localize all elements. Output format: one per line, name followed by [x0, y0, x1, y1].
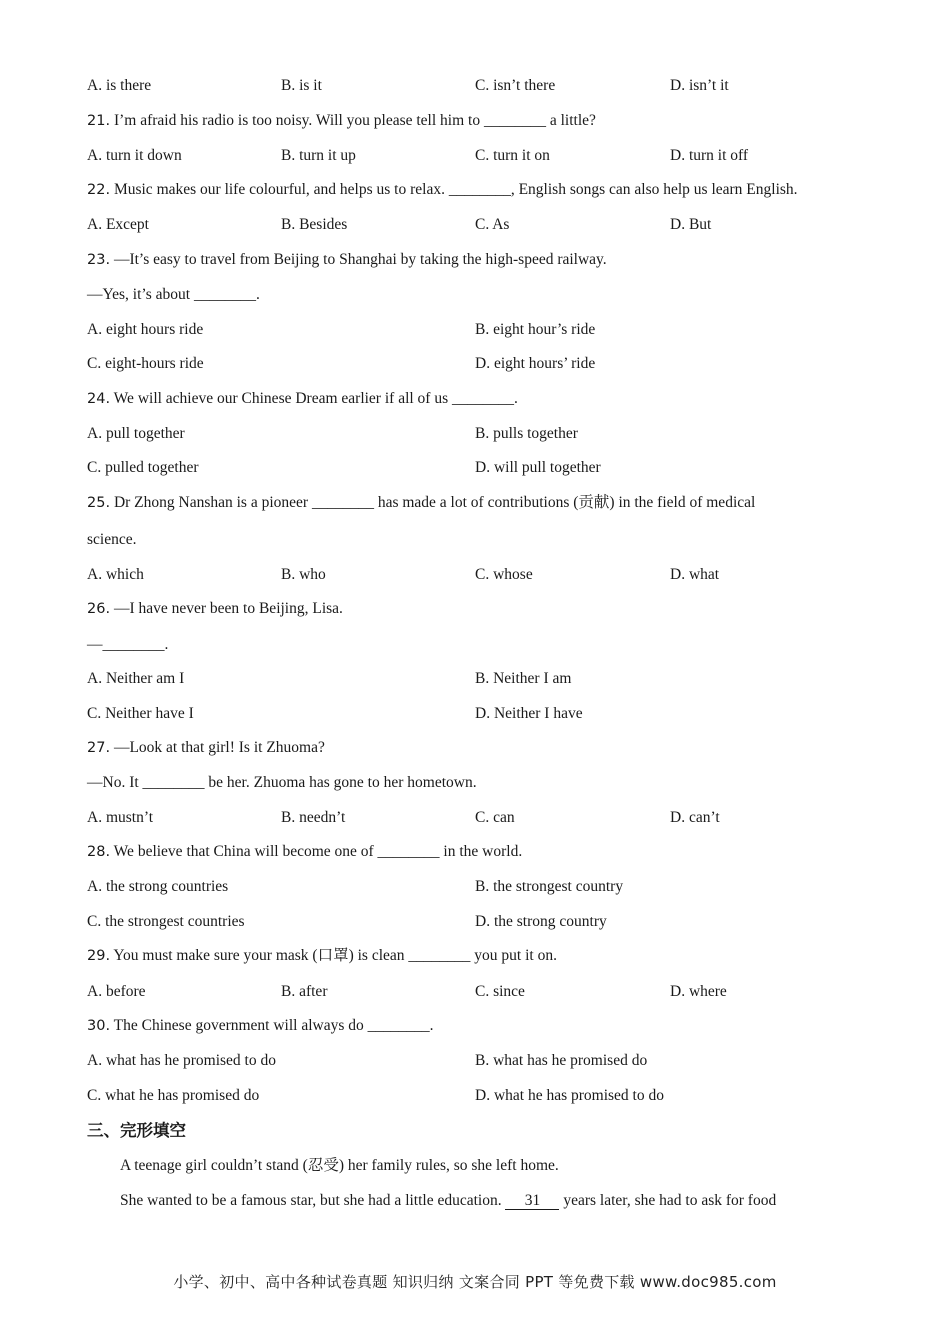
q25-option-b: B. who	[281, 566, 326, 583]
passage-paragraph-1: A teenage girl couldn’t stand (忍受) her family rules, so she left home.	[120, 1157, 559, 1174]
q23-option-a: A. eight hours ride	[87, 321, 204, 338]
question-25-stem-cont: science.	[87, 531, 137, 548]
q24-option-a: A. pull together	[87, 425, 185, 442]
blank-31: 31	[505, 1193, 559, 1210]
question-25-stem	[87, 493, 755, 513]
question-number: 26.	[87, 601, 111, 617]
q25-option-a: A. which	[87, 566, 144, 583]
question-27-reply: —No. It ________ be her. Zhuoma has gone to her hometown.	[87, 774, 477, 791]
q29-option-d: D. where	[670, 983, 727, 1000]
q27-option-c: C. can	[475, 809, 515, 826]
q21-option-a: A. turn it down	[87, 147, 182, 164]
question-26-stem	[87, 599, 343, 619]
question-text: We will achieve our Chinese Dream earlier if all of us ________.	[113, 390, 518, 407]
question-29-stem	[87, 946, 557, 966]
q29-option-a: A. before	[87, 983, 146, 1000]
q22-option-d: D. But	[670, 216, 712, 233]
q28-option-c: C. the strongest countries	[87, 913, 245, 930]
question-text: —It’s easy to travel from Beijing to Shanghai by taking the high-speed railway.	[113, 251, 607, 268]
question-text: Music makes our life colourful, and helps us to relax. ________, English songs can also help us learn English.	[113, 181, 798, 198]
question-number: 27.	[87, 740, 111, 756]
question-number: 24.	[87, 391, 111, 407]
q24-option-b: B. pulls together	[475, 425, 578, 442]
q30-option-b: B. what has he promised do	[475, 1052, 648, 1069]
question-text: The Chinese government will always do ________.	[113, 1017, 434, 1034]
q24-option-d: D. will pull together	[475, 459, 601, 476]
question-text: I’m afraid his radio is too noisy. Will you please tell him to ________ a little?	[113, 112, 596, 129]
q20-option-b: B. is it	[281, 77, 322, 94]
q30-option-a: A. what has he promised to do	[87, 1052, 276, 1069]
q21-option-d: D. turn it off	[670, 147, 749, 164]
question-23-reply: —Yes, it’s about ________.	[87, 286, 260, 303]
question-text: You must make sure your mask (口罩) is clean ________ you put it on.	[113, 947, 557, 964]
question-28-stem	[87, 842, 522, 862]
question-23-stem	[87, 250, 607, 270]
question-30-stem	[87, 1016, 434, 1036]
question-number: 28.	[87, 844, 111, 860]
question-27-stem	[87, 738, 325, 758]
q27-option-b: B. needn’t	[281, 809, 346, 826]
q22-option-a: A. Except	[87, 216, 149, 233]
question-text: —Look at that girl! Is it Zhuoma?	[113, 739, 325, 756]
q29-option-c: C. since	[475, 983, 525, 1000]
q21-option-c: C. turn it on	[475, 147, 550, 164]
q23-option-d: D. eight hours’ ride	[475, 355, 596, 372]
q20-option-d: D. isn’t it	[670, 77, 729, 94]
question-number: 29.	[87, 948, 111, 964]
question-text: We believe that China will become one of ________ in the world.	[113, 843, 523, 860]
q25-option-d: D. what	[670, 566, 720, 583]
passage-paragraph-2	[120, 1191, 776, 1211]
q29-option-b: B. after	[281, 983, 328, 1000]
q30-option-d: D. what he has promised to do	[475, 1087, 664, 1104]
q25-option-c: C. whose	[475, 566, 533, 583]
question-text: —I have never been to Beijing, Lisa.	[113, 600, 343, 617]
q24-option-c: C. pulled together	[87, 459, 199, 476]
q26-option-c: C. Neither have I	[87, 705, 194, 722]
question-number: 25.	[87, 495, 111, 511]
q23-option-b: B. eight hour’s ride	[475, 321, 596, 338]
q27-option-a: A. mustn’t	[87, 809, 154, 826]
question-number: 22.	[87, 182, 111, 198]
question-number: 30.	[87, 1018, 111, 1034]
passage-text: She wanted to be a famous star, but she had a little education.	[120, 1192, 506, 1209]
q22-option-b: B. Besides	[281, 216, 348, 233]
q26-option-a: A. Neither am I	[87, 670, 185, 687]
section-heading: 三、完形填空	[87, 1121, 186, 1140]
question-24-stem	[87, 389, 518, 409]
q26-option-b: B. Neither I am	[475, 670, 572, 687]
q28-option-b: B. the strongest country	[475, 878, 624, 895]
q27-option-d: D. can’t	[670, 809, 720, 826]
passage-text: years later, she had to ask for food	[559, 1192, 777, 1209]
question-21-stem	[87, 111, 596, 131]
q21-option-b: B. turn it up	[281, 147, 356, 164]
q20-option-a: A. is there	[87, 77, 152, 94]
question-text: Dr Zhong Nanshan is a pioneer ________ has made a lot of contributions (贡献) in the field of medical	[113, 494, 756, 511]
q20-option-c: C. isn’t there	[475, 77, 556, 94]
page-footer: 小学、初中、高中各种试卷真题 知识归纳 文案合同 PPT 等免费下载 www.doc985.com	[173, 1273, 777, 1291]
question-number: 23.	[87, 252, 111, 268]
question-number: 21.	[87, 113, 111, 129]
q23-option-c: C. eight-hours ride	[87, 355, 204, 372]
q26-option-d: D. Neither I have	[475, 705, 583, 722]
q22-option-c: C. As	[475, 216, 510, 233]
question-22-stem	[87, 180, 798, 200]
q28-option-d: D. the strong country	[475, 913, 607, 930]
q30-option-c: C. what he has promised do	[87, 1087, 260, 1104]
q28-option-a: A. the strong countries	[87, 878, 229, 895]
question-26-reply: —________.	[87, 636, 169, 653]
